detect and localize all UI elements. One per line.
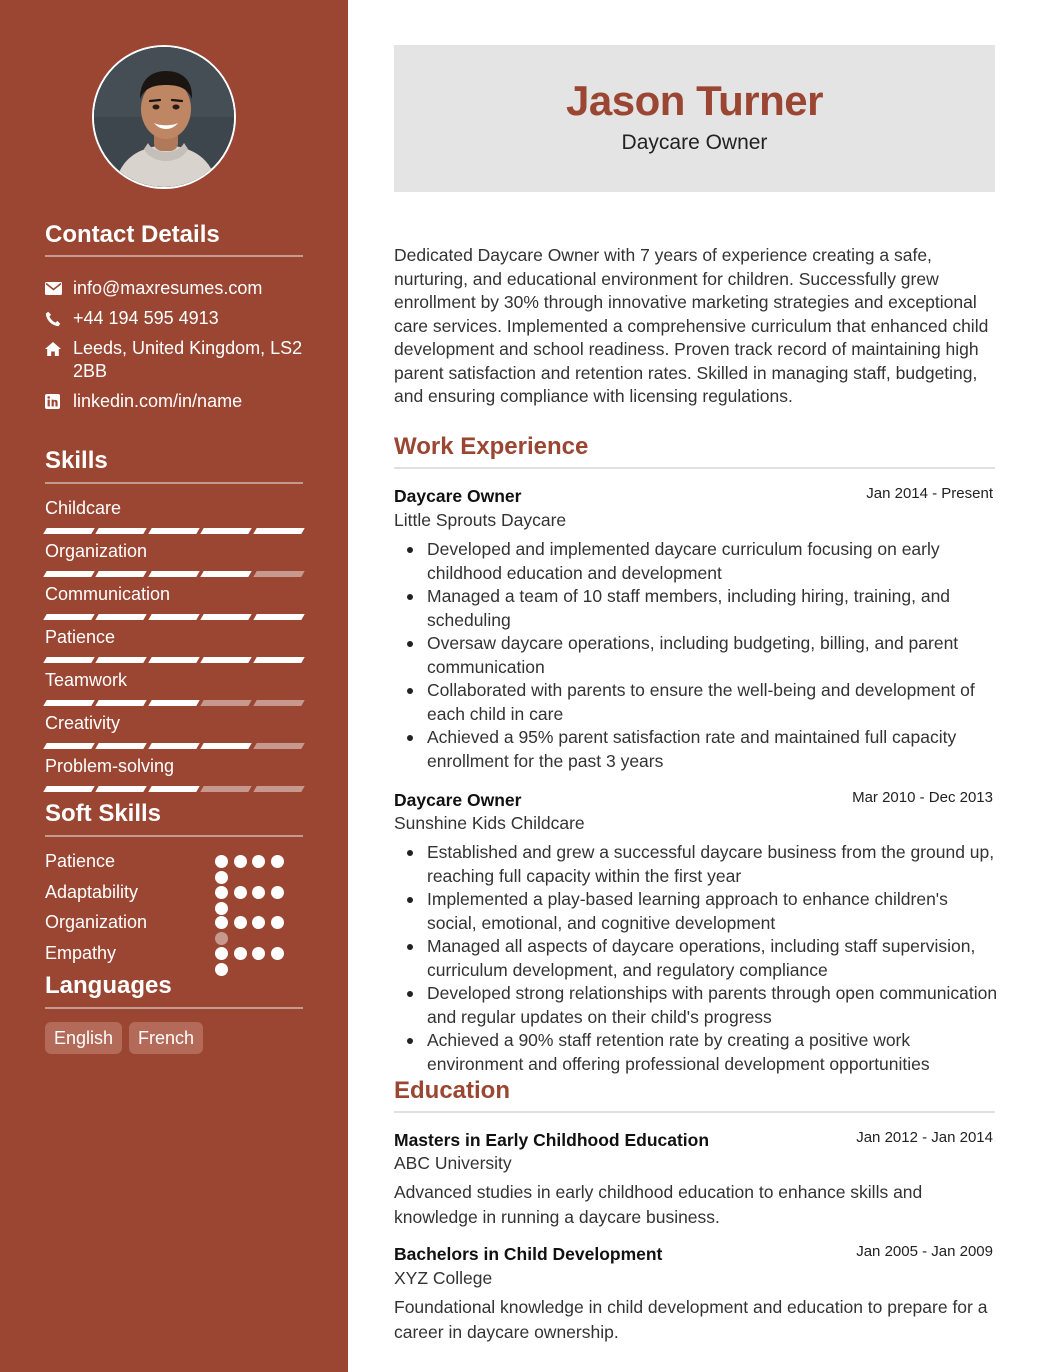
degree-dates: Jan 2005 - Jan 2009 [856,1243,993,1260]
soft-skill-rating-dot [271,855,284,868]
skills-heading: Skills [45,447,108,474]
education-heading: Education [394,1077,511,1104]
soft-skill-rating-dot [271,947,284,960]
address-text: Leeds, United Kingdom, LS2 2BB [73,338,303,381]
languages-heading: Languages [45,972,172,999]
job-dates: Jan 2014 - Present [866,485,993,502]
list-item: Developed strong relationships with parents through open communication and regular updates on their child's progress [394,982,999,1029]
skill-rating-bar [45,657,303,663]
skill-rating-segment [148,528,200,534]
soft-skill-rating-dot [252,916,265,929]
skill-rating-segment [253,528,305,534]
language-pill-french: French [129,1022,203,1054]
skill-rating-segment [96,528,148,534]
soft-skill-label: Adaptability [45,881,139,902]
soft-skill-rating-dot [234,886,247,899]
soft-skill-rating-dot [215,886,228,899]
linkedin-text: linkedin.com/in/name [73,391,243,411]
contact-heading: Contact Details [45,221,220,248]
soft-skill-rating-dot [215,963,228,976]
skills-divider [45,482,303,484]
avatar [92,45,236,189]
candidate-name: Jason Turner [566,77,823,124]
soft-skill-rating-dot [234,947,247,960]
soft-skill-rating-dot [215,947,228,960]
job-title: Daycare Owner [394,486,522,506]
skill-rating-segment [43,743,95,749]
skill-rating-bar [45,700,303,706]
soft-skill-rating-dot [271,886,284,899]
skill-label: Organization [45,541,148,561]
degree-title: Masters in Early Childhood Education [394,1130,710,1150]
degree-description: Advanced studies in early childhood education to enhance skills and knowledge in running a daycare business. [394,1182,923,1227]
list-item: Oversaw daycare operations, including budgeting, billing, and parent communication [394,632,999,679]
skill-rating-segment [96,700,148,706]
contact-divider [45,255,303,257]
skill-rating-segment [253,614,305,620]
skill-rating-segment [200,743,252,749]
skill-rating-segment [96,657,148,663]
skill-rating-segment [253,700,305,706]
list-item: Established and grew a successful daycare business from the ground up, reaching full capacity within the first year [394,841,999,888]
list-item: Implemented a play-based learning approach to enhance children's social, emotional, and cognitive development [394,888,999,935]
soft-skill-rating-dot [215,916,228,929]
phone-icon [45,307,73,330]
list-item: Managed a team of 10 staff members, including hiring, training, and scheduling [394,585,999,632]
skill-rating-segment [148,571,200,577]
soft-skill-rating-dot [215,871,228,884]
school-name: XYZ College [394,1268,493,1288]
skill-rating-segment [43,528,95,534]
soft-skill-rating-dot [215,902,228,915]
skill-rating-segment [43,657,95,663]
list-item: Achieved a 90% staff retention rate by creating a positive work environment and offering professional development opportunities [394,1029,999,1076]
skill-rating-segment [253,571,305,577]
soft-skill-label: Empathy [45,942,117,963]
job-organization: Little Sprouts Daycare [394,510,567,530]
skill-rating-segment [253,743,305,749]
avatar-photo [94,47,236,189]
skill-rating-segment [96,786,148,792]
skill-rating-segment [96,614,148,620]
skill-rating-segment [148,700,200,706]
skill-label: Childcare [45,498,122,518]
work-heading: Work Experience [394,433,589,460]
degree-description: Foundational knowledge in child development and education to prepare for a career in daycare ownership. [394,1297,988,1342]
skill-rating-segment [200,528,252,534]
soft-skills-divider [45,835,303,837]
soft-skill-rating-dot [234,916,247,929]
skill-rating-segment [43,700,95,706]
skill-rating-segment [96,571,148,577]
soft-skill-rating-dot [252,855,265,868]
list-item: Managed all aspects of daycare operations, including staff supervision, curriculum development, and regulatory compliance [394,935,999,982]
school-name: ABC University [394,1153,512,1173]
skill-label: Teamwork [45,670,128,690]
soft-skill-rating-dot [215,932,228,945]
soft-skills-heading: Soft Skills [45,800,162,827]
skill-rating-segment [148,657,200,663]
skill-rating-bar [45,743,303,749]
skill-label: Communication [45,584,171,604]
education-divider [394,1111,995,1113]
list-item: Developed and implemented daycare curriculum focusing on early childhood education and development [394,538,999,585]
skill-rating-bar [45,571,303,577]
degree-title: Bachelors in Child Development [394,1244,663,1264]
soft-skill-label: Organization [45,912,148,932]
skill-rating-segment [200,571,252,577]
skill-rating-segment [148,614,200,620]
skill-rating-segment [253,786,305,792]
skill-rating-segment [253,657,305,663]
skill-rating-segment [200,700,252,706]
skill-label: Patience [45,627,116,647]
soft-skill-rating-dot [234,855,247,868]
skill-rating-bar [45,614,303,620]
soft-skill-rating-dot [252,886,265,899]
contact-address [45,337,310,383]
phone-text: +44 194 595 4913 [73,308,219,328]
contact-linkedin[interactable] [45,390,310,413]
skill-rating-bar [45,786,303,792]
skill-rating-segment [200,657,252,663]
language-pill-english: English [45,1022,122,1054]
degree-dates: Jan 2012 - Jan 2014 [856,1129,993,1146]
soft-skill-rating-dot [252,947,265,960]
candidate-title: Daycare Owner [621,131,768,154]
job-dates: Mar 2010 - Dec 2013 [852,789,993,806]
job-bullets [394,841,999,1076]
skill-label: Problem-solving [45,756,175,776]
email-text: info@maxresumes.com [73,278,263,298]
skill-rating-bar [45,528,303,534]
skill-rating-segment [200,614,252,620]
summary-paragraph: Dedicated Daycare Owner with 7 years of experience creating a safe, nurturing, and educational environment for children. Successfully grew enrollment by 30% through innovative marketing strategies and exceptional care services. Implemented a comprehensive curriculum that enhanced child development and school readiness. Proven track record of maintaining high parent satisfaction and retention rates. Skilled in managing staff, budgeting, and ensuring compliance with licensing regulations. [394,245,989,406]
skill-rating-segment [43,786,95,792]
skill-label: Creativity [45,713,121,733]
list-item: Achieved a 95% parent satisfaction rate and maintained full capacity enrollment for the past 3 years [394,726,999,773]
job-organization: Sunshine Kids Childcare [394,813,585,833]
header-box [394,45,995,192]
envelope-icon [45,277,73,300]
skill-rating-segment [43,571,95,577]
sidebar [0,0,348,1372]
home-icon [45,337,73,360]
soft-skill-label: Patience [45,851,116,871]
soft-skill-rating-dot [215,855,228,868]
list-item: Collaborated with parents to ensure the well-being and development of each child in care [394,679,999,726]
linkedin-icon [45,390,73,413]
job-bullets [394,538,999,773]
skill-rating-segment [200,786,252,792]
job-title: Daycare Owner [394,790,522,810]
work-divider [394,467,995,469]
contact-phone[interactable] [45,307,310,330]
soft-skill-rating-dot [271,916,284,929]
skill-rating-segment [148,743,200,749]
skill-rating-segment [96,743,148,749]
skill-rating-segment [43,614,95,620]
languages-divider [45,1007,303,1009]
contact-email[interactable] [45,277,310,300]
skill-rating-segment [148,786,200,792]
